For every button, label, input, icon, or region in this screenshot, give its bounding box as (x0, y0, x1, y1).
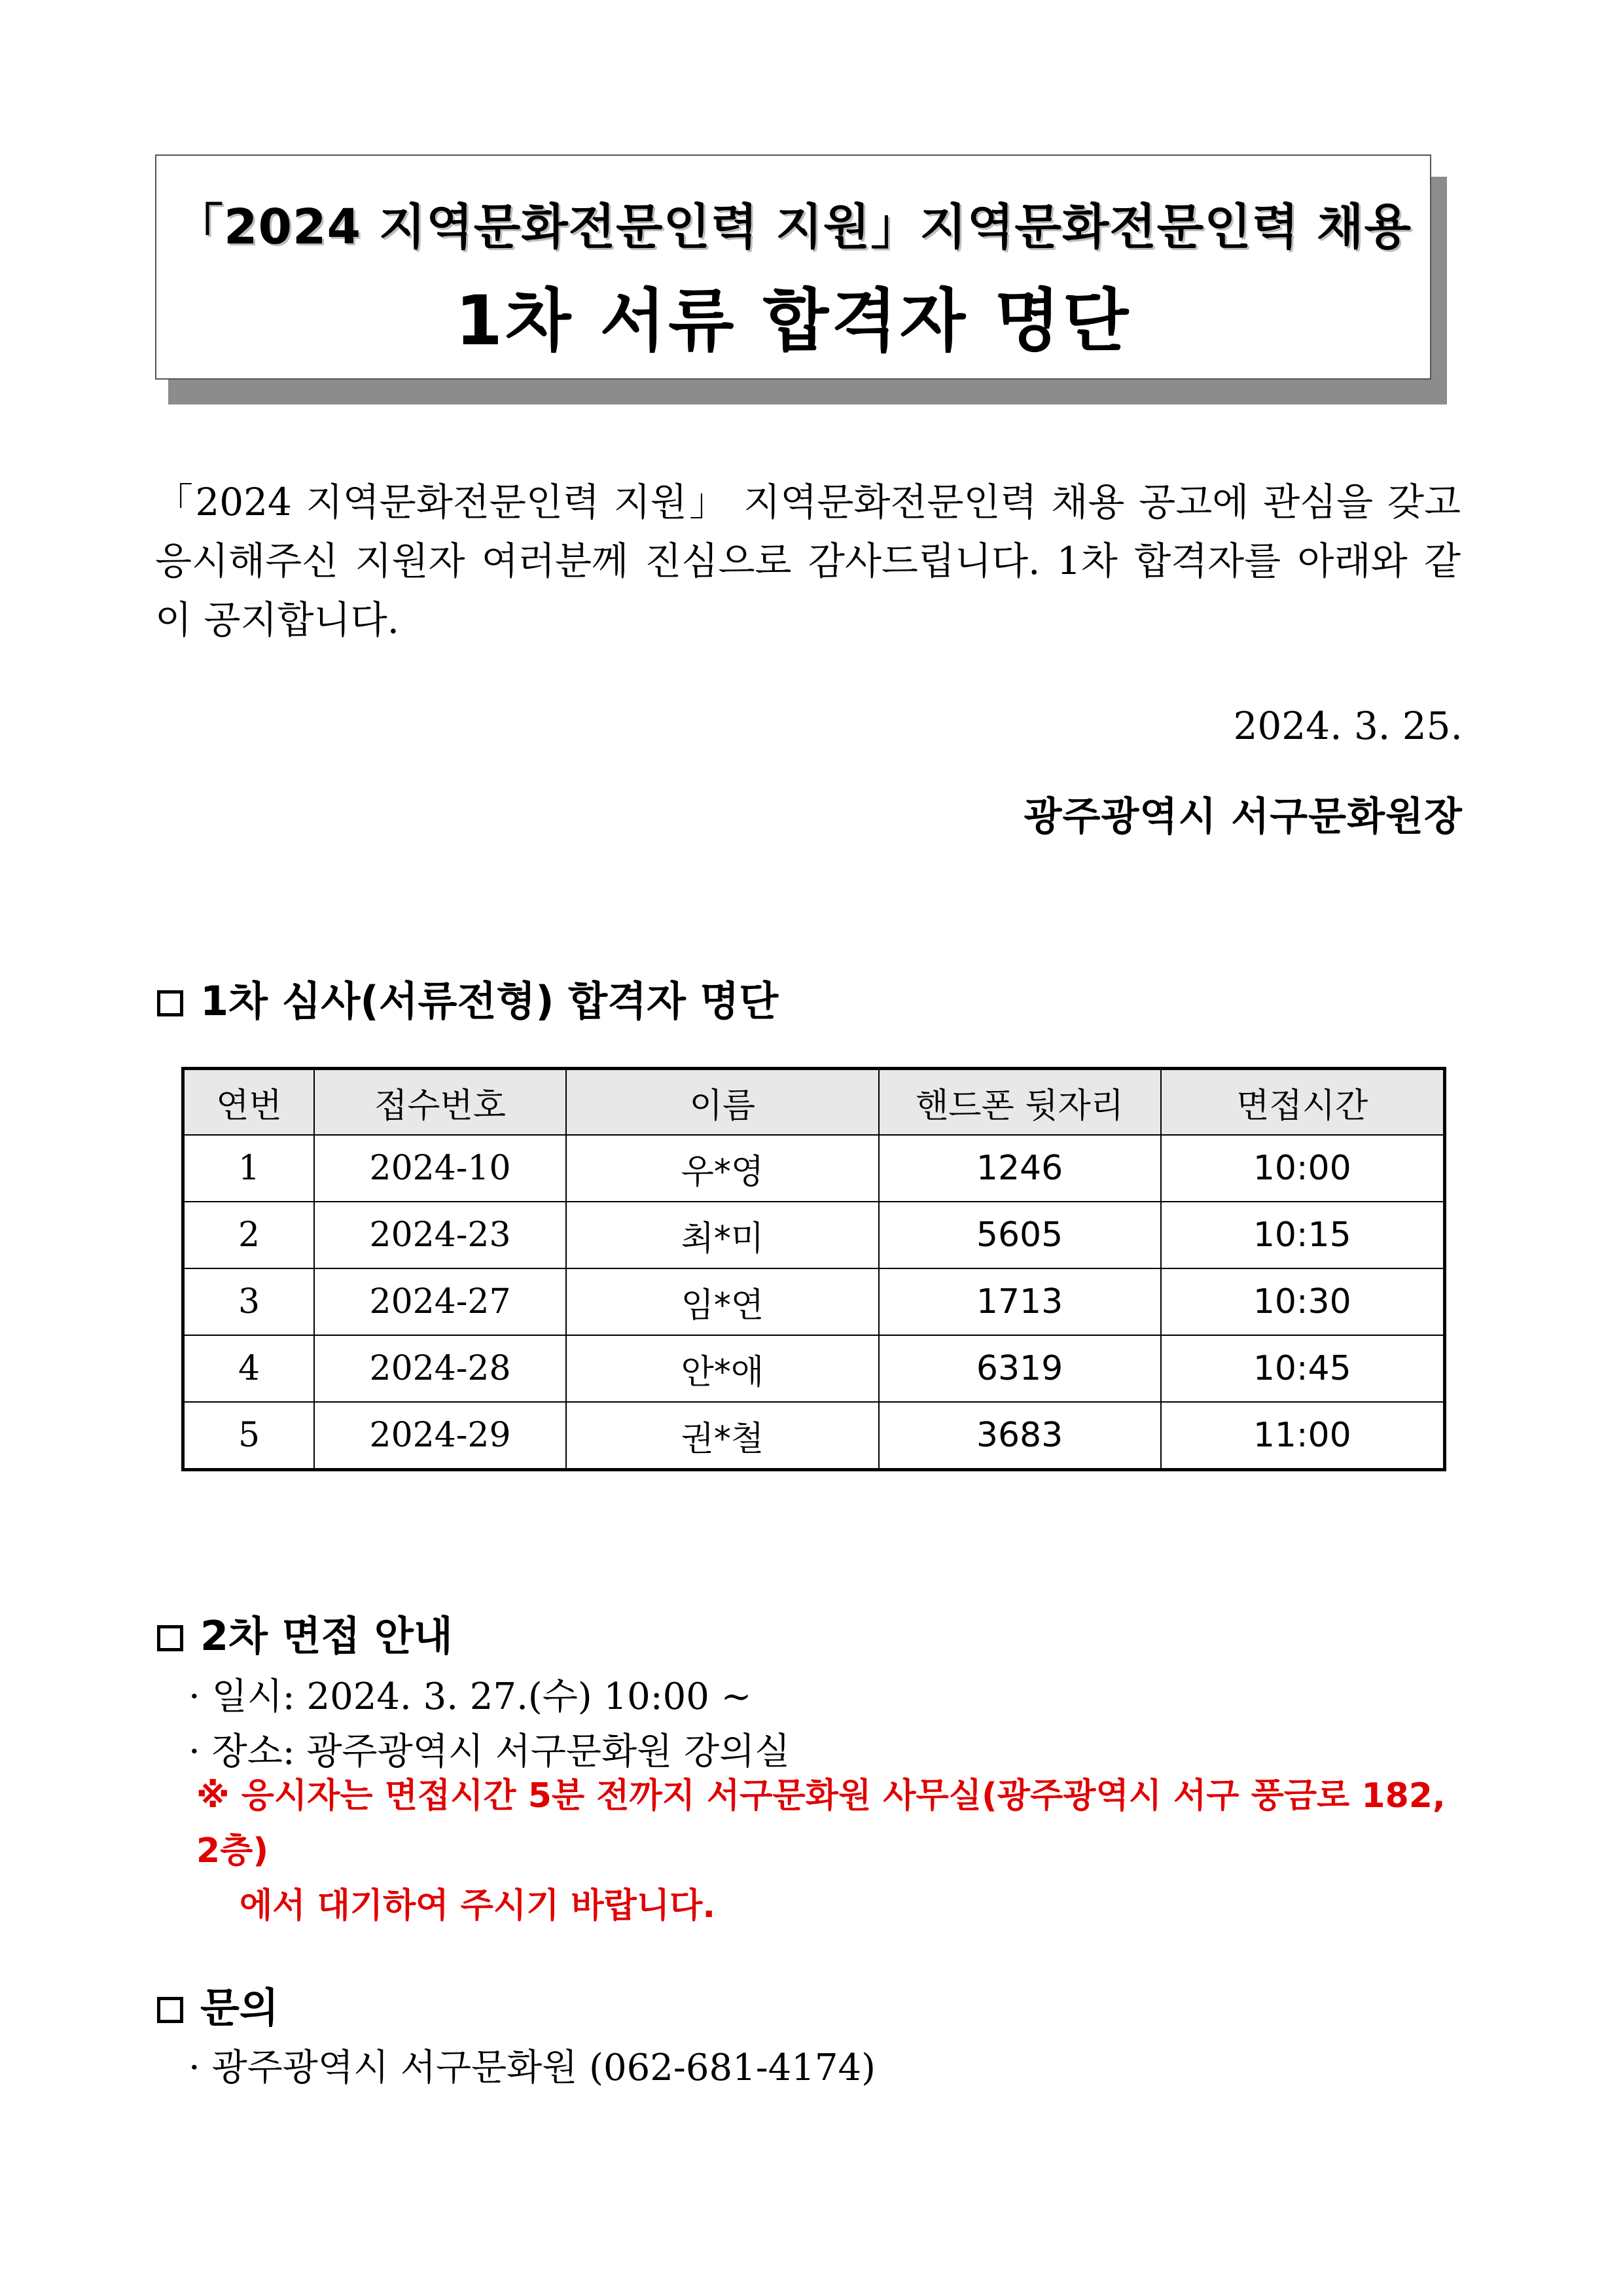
section-heading-results (157, 969, 778, 1027)
cell-name: 임*연 (566, 1268, 878, 1335)
signer: 광주광역시 서구문화원장 (1024, 794, 1463, 840)
intro-paragraph: 「2024 지역문화전문인력 지원」 지역문화전문인력 채용 공고에 관심을 갖고 응시해주신 지원자 여러분께 진심으로 감사드립니다. 1차 합격자를 아래와 같이 공지합니다. (155, 480, 1461, 642)
cell-number: 3 (183, 1268, 314, 1335)
interview-notice (196, 1768, 1453, 1933)
cell-name: 최*미 (566, 1202, 878, 1268)
cell-time: 10:45 (1161, 1335, 1445, 1402)
cell-name: 안*애 (566, 1335, 878, 1402)
cell-time: 10:15 (1161, 1202, 1445, 1268)
title-box (155, 154, 1431, 380)
section-heading-contact (157, 1975, 279, 2034)
cell-number: 1 (183, 1135, 314, 1202)
table-header-row (183, 1069, 1445, 1136)
cell-phone: 3683 (879, 1402, 1161, 1470)
results-table (181, 1067, 1446, 1471)
notice-line-1: ※ 응시자는 면접시간 5분 전까지 서구문화원 사무실(광주광역시 서구 풍금로 182, 2층) (196, 1776, 1446, 1871)
section-heading-label: 1차 심사(서류전형) 합격자 명단 (200, 977, 779, 1025)
interview-date-item: · 일시: 2024. 3. 27.(수) 10:00 ~ (188, 1676, 752, 1718)
cell-number: 5 (183, 1402, 314, 1470)
section-heading-interview (157, 1604, 453, 1662)
cell-name: 우*영 (566, 1135, 878, 1202)
contact-item: · 광주광역시 서구문화원 (062-681-4174) (188, 2047, 876, 2089)
table-row (183, 1202, 1445, 1268)
announcement-date: 2024. 3. 25. (1233, 704, 1463, 748)
table-row (183, 1402, 1445, 1470)
table-row (183, 1135, 1445, 1202)
cell-phone: 6319 (879, 1335, 1161, 1402)
cell-number: 4 (183, 1335, 314, 1402)
cell-receipt: 2024-27 (314, 1268, 566, 1335)
checkbox-square-icon (157, 1625, 183, 1651)
cell-time: 10:30 (1161, 1268, 1445, 1335)
column-header-name: 이름 (566, 1069, 878, 1136)
section-heading-label: 문의 (200, 1984, 279, 2032)
notice-line-2: 에서 대기하여 주시기 바랍니다. (240, 1886, 716, 1926)
cell-receipt: 2024-10 (314, 1135, 566, 1202)
table-row (183, 1335, 1445, 1402)
section-heading-label: 2차 면접 안내 (200, 1612, 453, 1660)
column-header-phone: 핸드폰 뒷자리 (879, 1069, 1161, 1136)
page-title: 1차 서류 합격자 명단 (455, 281, 1132, 361)
cell-number: 2 (183, 1202, 314, 1268)
cell-receipt: 2024-28 (314, 1335, 566, 1402)
cell-time: 11:00 (1161, 1402, 1445, 1470)
cell-name: 권*철 (566, 1402, 878, 1470)
cell-receipt: 2024-29 (314, 1402, 566, 1470)
column-header-interview-time: 면접시간 (1161, 1069, 1445, 1136)
table-row (183, 1268, 1445, 1335)
column-header-number: 연번 (183, 1069, 314, 1136)
title-line-1: 「2024 지역문화전문인력 지원」지역문화전문인력 채용 (175, 199, 1412, 255)
cell-phone: 1713 (879, 1268, 1161, 1335)
cell-phone: 5605 (879, 1202, 1161, 1268)
cell-time: 10:00 (1161, 1135, 1445, 1202)
cell-receipt: 2024-23 (314, 1202, 566, 1268)
checkbox-square-icon (157, 1997, 183, 2023)
column-header-receipt: 접수번호 (314, 1069, 566, 1136)
checkbox-square-icon (157, 990, 183, 1016)
interview-place-item: · 장소: 광주광역시 서구문화원 강의실 (188, 1731, 791, 1773)
cell-phone: 1246 (879, 1135, 1161, 1202)
